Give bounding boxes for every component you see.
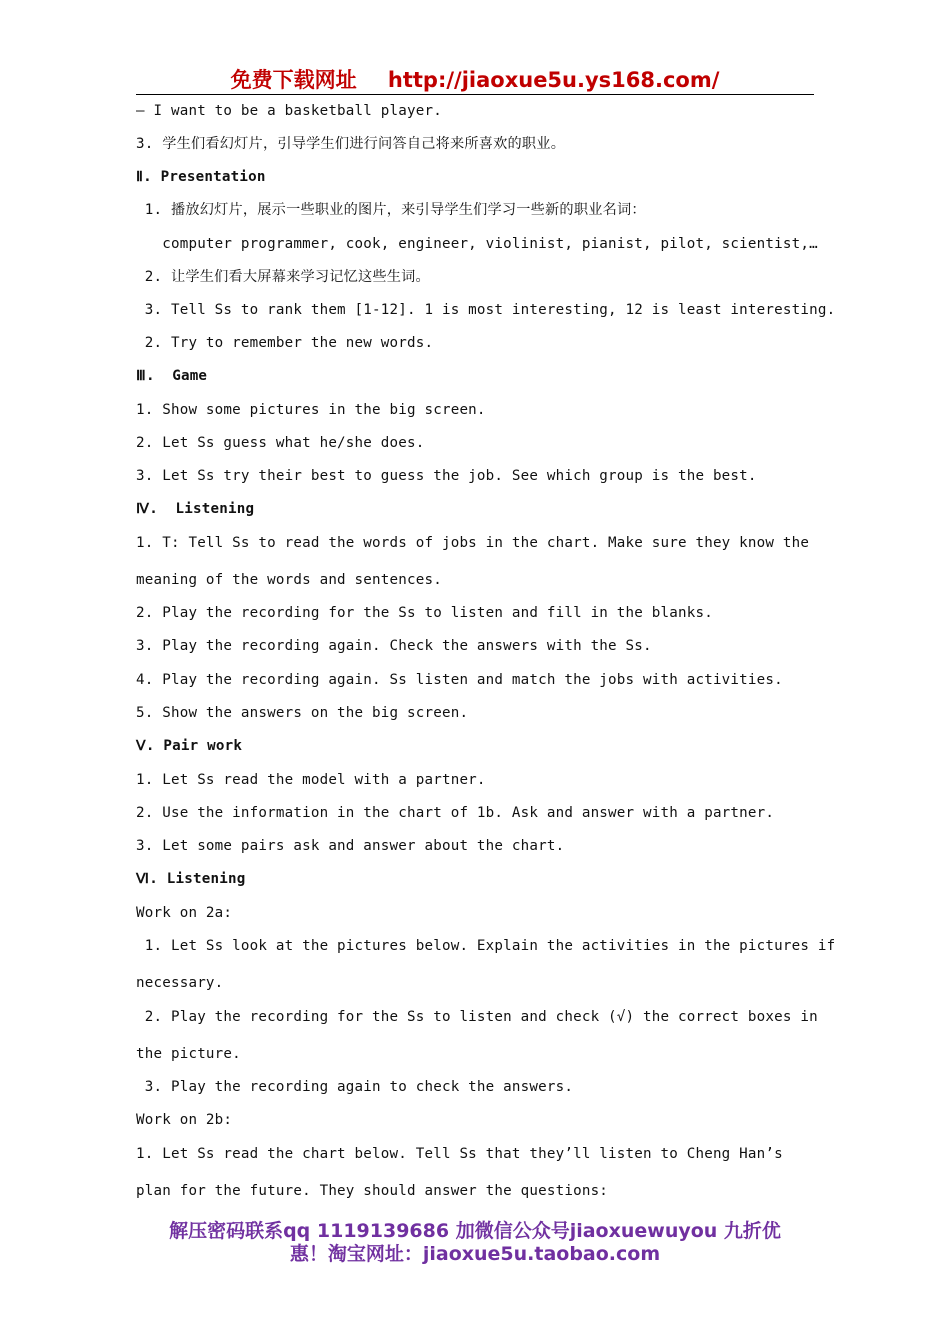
section-heading-listening: Ⅳ. Listening <box>136 501 255 517</box>
text-line: — I want to be a basketball player. <box>136 103 442 119</box>
footer-line-1: 解压密码联系qq 1119139686 加微信公众号jiaoxuewuyou 九折优 <box>169 1220 781 1242</box>
text-line: 1. Let Ss look at the pictures below. Explain the activities in the pictures if <box>136 938 836 954</box>
text-line: 2. Use the information in the chart of 1b. Ask and answer with a partner. <box>136 805 775 821</box>
page-header <box>136 64 814 95</box>
text-line: 3. 学生们看幻灯片，引导学生们进行问答自己将来所喜欢的职业。 <box>136 136 566 152</box>
header-site-label: 免费下载网址 <box>230 68 357 92</box>
text-line: the picture. <box>136 1046 241 1062</box>
text-line: 3. Play the recording again to check the answers. <box>136 1079 574 1095</box>
text-line: necessary. <box>136 975 224 991</box>
text-line: 2. 让学生们看大屏幕来学习记忆这些生词。 <box>136 269 430 285</box>
text-line: 1. T: Tell Ss to read the words of jobs in the chart. Make sure they know the <box>136 535 810 551</box>
section-heading-listening-2: Ⅵ. Listening <box>136 871 246 887</box>
header-url[interactable]: http://jiaoxue5u.ys168.com/ <box>387 68 720 92</box>
text-line: 2. Try to remember the new words. <box>136 335 434 351</box>
text-line: 1. 播放幻灯片，展示一些职业的图片，来引导学生们学习一些新的职业名词： <box>136 202 646 218</box>
text-line: 2. Play the recording for the Ss to listen and check (√) the correct boxes in <box>136 1009 818 1025</box>
section-heading-presentation: Ⅱ. Presentation <box>136 169 266 185</box>
text-line: Work on 2b: <box>136 1112 233 1128</box>
text-line: 3. Play the recording again. Check the answers with the Ss. <box>136 638 652 654</box>
text-line: 1. Let Ss read the chart below. Tell Ss that they’ll listen to Cheng Han’s <box>136 1146 783 1162</box>
text-line: 3. Let Ss try their best to guess the job. See which group is the best. <box>136 468 757 484</box>
text-line: plan for the future. They should answer the questions: <box>136 1183 609 1199</box>
text-line: 1. Show some pictures in the big screen. <box>136 402 486 418</box>
text-line: computer programmer, cook, engineer, violinist, pianist, pilot, scientist,… <box>136 236 818 252</box>
text-line: 1. Let Ss read the model with a partner. <box>136 772 486 788</box>
text-line: 3. Let some pairs ask and answer about the chart. <box>136 838 565 854</box>
text-line: meaning of the words and sentences. <box>136 572 442 588</box>
section-heading-game: Ⅲ. Game <box>136 368 208 384</box>
section-heading-pair-work: Ⅴ. Pair work <box>136 738 243 754</box>
text-line: 3. Tell Ss to rank them [1-12]. 1 is most interesting, 12 is least interesting. <box>136 302 836 318</box>
text-line: 2. Play the recording for the Ss to listen and fill in the blanks. <box>136 605 713 621</box>
text-line: 2. Let Ss guess what he/she does. <box>136 435 425 451</box>
footer-line-2: 惠！淘宝网址：jiaoxue5u.taobao.com <box>289 1243 661 1265</box>
text-line: 4. Play the recording again. Ss listen and match the jobs with activities. <box>136 672 783 688</box>
text-line: Work on 2a: <box>136 905 233 921</box>
text-line: 5. Show the answers on the big screen. <box>136 705 469 721</box>
